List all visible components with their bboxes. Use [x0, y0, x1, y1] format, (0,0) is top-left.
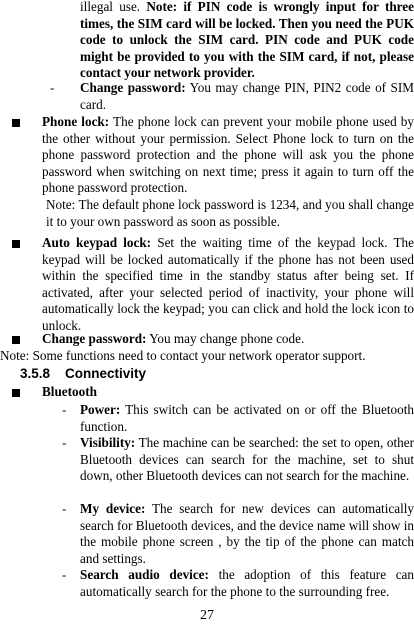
- item-label: Power:: [80, 402, 121, 417]
- bluetooth-my-device-item: [80, 501, 414, 567]
- bullet-square: [12, 119, 20, 127]
- item-label: Phone lock:: [42, 114, 110, 129]
- item-label: Search audio device:: [80, 567, 209, 582]
- page-number: 27: [200, 608, 214, 623]
- item-text: You may change PIN, PIN2 code of SIM card.: [80, 80, 414, 112]
- pin-text: illegal use.: [80, 0, 147, 14]
- bullet-square: [12, 240, 20, 248]
- item-text: The phone lock can prevent your mobile phone used by the other without your permission. Select Phone lock to turn on the phone password protection and the phone will ask you the phone password when switching on next time; press it again to turn off the phone password protection.: [42, 114, 414, 196]
- item-label: My device:: [80, 501, 146, 516]
- phone-lock-item: [42, 114, 414, 197]
- item-label: Change password:: [80, 80, 186, 95]
- item-text: the adoption of this feature can automatically search for the phone to the surrounding free.: [80, 567, 414, 599]
- bullet-square: [12, 389, 20, 397]
- bluetooth-search-audio-item: [80, 567, 414, 600]
- bluetooth-heading: [42, 384, 414, 401]
- bluetooth-power-item: [80, 402, 414, 435]
- bluetooth-visibility-item: [80, 435, 414, 485]
- bluetooth-label: Bluetooth: [42, 384, 97, 399]
- pin-lock-continuation: [80, 0, 414, 82]
- operator-note: Note: Some functions need to contact your network operator support.: [0, 348, 366, 363]
- dash-marker: -: [62, 435, 67, 450]
- dash-marker: -: [62, 501, 67, 516]
- item-text: You may change phone code.: [146, 331, 305, 346]
- section-number: 3.5.8: [20, 366, 51, 381]
- pin-warning: Note: if PIN code is wrongly input for three times, the SIM card will be locked. Then you need the PUK code to unlock the SIM card. PIN code and PUK code might be provided to you with the SIM card, if not, please contact your network provider.: [80, 0, 414, 81]
- section-title: Connectivity: [65, 366, 147, 381]
- item-label: Change password:: [42, 331, 147, 346]
- item-label: Auto keypad lock:: [42, 235, 152, 250]
- dash-marker: -: [50, 80, 55, 95]
- phone-lock-note: Note: The default phone lock password is 1234, and you shall change it to your own password as soon as possible.: [46, 197, 414, 229]
- dash-marker: -: [62, 402, 67, 417]
- item-text: This switch can be activated on or off the Bluetooth function.: [80, 402, 414, 434]
- auto-keypad-lock-item: [42, 235, 414, 335]
- section-heading: [20, 366, 146, 383]
- change-password-phone-item: [42, 331, 414, 348]
- item-text: Set the waiting time of the keypad lock. The keypad will be locked automatically if the phone has not been used within the specified time in the standby status after being set. If activated, after your selected period of inactivity, your phone will automatically lock the keypad; you can click and hold the lock icon to unlock.: [42, 235, 414, 333]
- bullet-square: [12, 336, 20, 344]
- change-password-sim-item: [80, 80, 414, 113]
- dash-marker: -: [62, 567, 67, 582]
- item-text: The machine can be searched: the set to open, other Bluetooth devices can search for the machine, set to shut down, other Bluetooth devices can not search for the machine.: [80, 435, 414, 484]
- item-label: Visibility:: [80, 435, 136, 450]
- item-text: The search for new devices can automatically search for Bluetooth devices, and the device name will show in the mobile phone screen , by the tip of the phone can match and settings.: [80, 501, 414, 566]
